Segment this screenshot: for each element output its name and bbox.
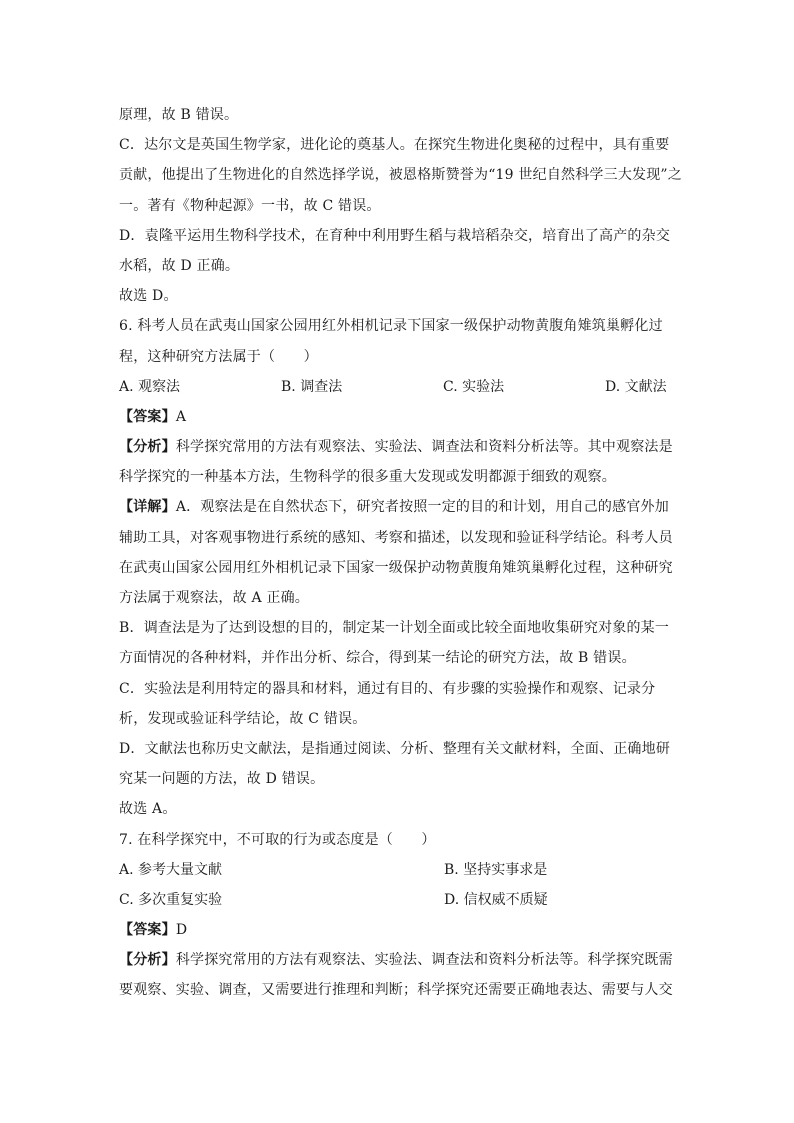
text-line: 贡献，他提出了生物进化的自然选择学说，被恩格斯赞誉为“19 世纪自然科学三大发现”之 — [119, 167, 682, 184]
answer-value: A — [175, 408, 187, 425]
text-line: 一。著有《物种起源》一书，故 C 错误。 — [119, 197, 381, 214]
option-a: A. 观察法 — [119, 378, 181, 395]
option-b: B. 坚持实事求是 — [444, 861, 548, 878]
text-line: C．实验法是利用特定的器具和材料，通过有目的、有步骤的实验操作和观察、记录分 — [119, 680, 656, 697]
text-line: 析，发现或验证科学结论，故 C 错误。 — [119, 710, 367, 727]
text-line: 故选 A。 — [119, 801, 177, 818]
text-line: D．文献法也称历史文献法，是指通过阅读、分析、整理有关文献材料，全面、正确地研 — [119, 740, 671, 757]
answer-line — [119, 915, 679, 945]
analysis-tag: 【分析】 — [119, 439, 176, 456]
option-d: D. 信权威不质疑 — [444, 891, 548, 908]
detail-tag: 【详解】 — [119, 499, 176, 516]
text-line: 方面情况的各种材料，并作出分析、综合，得到某一结论的研究方法，故 B 错误。 — [119, 650, 636, 667]
text-line: 原理，故 B 错误。 — [119, 107, 239, 123]
text-line: 故选 D。 — [119, 288, 178, 305]
text-line: 究某一问题的方法，故 D 错误。 — [119, 771, 325, 788]
text-line: 要观察、实验、调查，又需要进行推理和判断；科学探究还需要正确地表达、需要与人交 — [119, 982, 673, 999]
answer-line — [119, 402, 679, 432]
question-6-options — [119, 372, 679, 402]
answer-tag: 【答案】 — [119, 922, 176, 939]
option-c: C. 多次重复实验 — [119, 891, 223, 908]
analysis-text: 科学探究常用的方法有观察法、实验法、调查法和资料分析法等。科学探究既需 — [175, 952, 673, 969]
question-6-stem: 程，这种研究方法属于（ ） — [119, 348, 318, 365]
document-page — [119, 100, 682, 1006]
analysis-line — [119, 432, 679, 462]
text-line: C．达尔文是英国生物学家，进化论的奠基人。在探究生物进化奥秘的过程中，具有重要 — [119, 137, 670, 154]
text-line: 辅助工具，对客观事物进行系统的感知、考察和描述，以发现和验证科学结论。科考人员 — [119, 529, 673, 546]
analysis-line — [119, 945, 679, 975]
option-a: A. 参考大量文献 — [119, 861, 223, 878]
text-line: 在武夷山国家公园用红外相机记录下国家一级保护动物黄腹角雉筑巢孵化过程，这种研究 — [119, 559, 673, 576]
detail-line — [119, 492, 679, 522]
detail-text: A．观察法是在自然状态下，研究者按照一定的目的和计划，用自己的感官外加 — [175, 499, 669, 516]
option-c: C. 实验法 — [443, 378, 505, 395]
question-6-stem: 6. 科考人员在武夷山国家公园用红外相机记录下国家一级保护动物黄腹角雉筑巢孵化过 — [119, 318, 663, 335]
text-line: 水稻，故 D 正确。 — [119, 257, 240, 274]
question-7-stem: 7. 在科学探究中，不可取的行为或态度是（ ） — [119, 831, 436, 848]
text-line: 科学探究的一种基本方法，生物科学的很多重大发现或发明都源于细致的观察。 — [119, 469, 616, 486]
analysis-tag: 【分析】 — [119, 952, 176, 969]
text-line: B．调查法是为了达到设想的目的，制定某一计划全面或比较全面地收集研究对象的某一 — [119, 620, 670, 637]
option-b: B. 调查法 — [281, 378, 343, 395]
question-7-options-row1 — [119, 855, 679, 885]
option-d: D. 文献法 — [605, 378, 667, 395]
text-line: 方法属于观察法，故 A 正确。 — [119, 590, 310, 606]
question-7-options-row2 — [119, 885, 679, 915]
answer-tag: 【答案】 — [119, 408, 176, 425]
text-line: D．袁隆平运用生物科学技术，在育种中利用野生稻与栽培稻杂交，培育出了高产的杂交 — [119, 227, 671, 244]
answer-value: D — [175, 922, 188, 939]
analysis-text: 科学探究常用的方法有观察法、实验法、调查法和资料分析法等。其中观察法是 — [175, 439, 673, 456]
